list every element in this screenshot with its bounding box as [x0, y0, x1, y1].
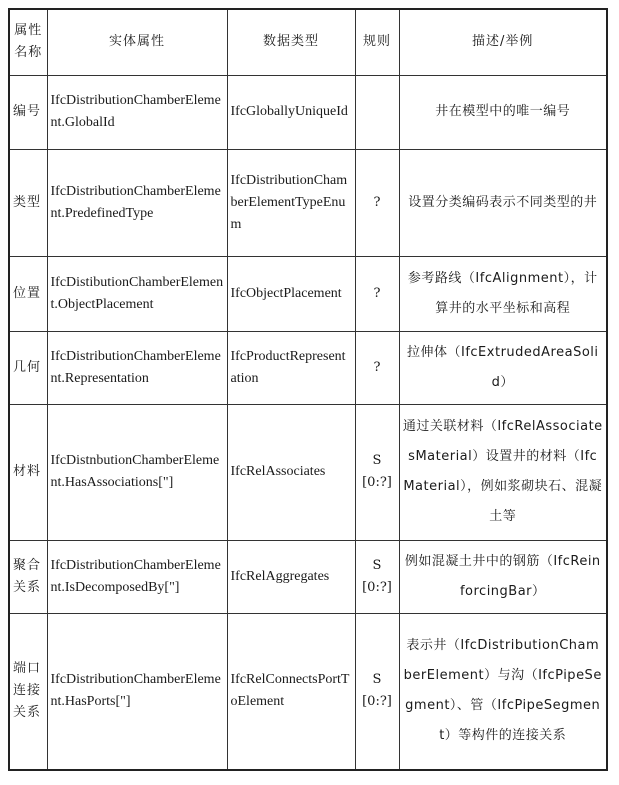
- cell-name: 类型: [9, 149, 47, 256]
- table-row: [9, 540, 607, 613]
- cell-rule: [355, 75, 399, 149]
- cell-type: IfcProductRepresentation: [227, 331, 355, 404]
- cell-attribute: IfcDistributionChamberElement.GlobalId: [47, 75, 227, 149]
- cell-rule: ?: [355, 331, 399, 404]
- table-row: [9, 613, 607, 770]
- cell-type: IfcRelAggregates: [227, 540, 355, 613]
- table-row: [9, 75, 607, 149]
- cell-description: 通过关联材料（IfcRelAssociatesMaterial）设置井的材料（IfcMaterial），例如浆砌块石、混凝土等: [399, 404, 607, 540]
- cell-name: 编号: [9, 75, 47, 149]
- cell-rule: S[0:?]: [355, 540, 399, 613]
- header-name: 属性名称: [9, 9, 47, 75]
- cell-type: IfcDistributionChamberElementTypeEnum: [227, 149, 355, 256]
- cell-attribute: IfcDistibutionChamberElement.ObjectPlacement: [47, 256, 227, 331]
- cell-rule: S[0:?]: [355, 404, 399, 540]
- cell-type: IfcGloballyUniqueId: [227, 75, 355, 149]
- cell-description: 井在模型中的唯一编号: [399, 75, 607, 149]
- table-row: [9, 404, 607, 540]
- cell-name: 几何: [9, 331, 47, 404]
- cell-description: 参考路线（IfcAlignment），计算井的水平坐标和高程: [399, 256, 607, 331]
- header-row: [9, 9, 607, 75]
- table-row: [9, 331, 607, 404]
- cell-attribute: IfcDistributionChamberElement.Representation: [47, 331, 227, 404]
- header-rule: 规则: [355, 9, 399, 75]
- cell-rule: S[0:?]: [355, 613, 399, 770]
- cell-attribute: IfcDistributionChamberElement.IsDecomposedBy["]: [47, 540, 227, 613]
- cell-description: 例如混凝土井中的钢筋（IfcReinforcingBar）: [399, 540, 607, 613]
- cell-description: 拉伸体（IfcExtrudedAreaSolid）: [399, 331, 607, 404]
- header-type: 数据类型: [227, 9, 355, 75]
- attribute-table: [8, 8, 608, 771]
- cell-attribute: IfcDistributionChamberElement.PredefinedType: [47, 149, 227, 256]
- cell-name: 端口连接关系: [9, 613, 47, 770]
- cell-name: 位置: [9, 256, 47, 331]
- table-row: [9, 256, 607, 331]
- cell-type: IfcRelAssociates: [227, 404, 355, 540]
- header-attribute: 实体属性: [47, 9, 227, 75]
- cell-attribute: IfcDistributionChamberElement.HasPorts["]: [47, 613, 227, 770]
- cell-rule: ?: [355, 149, 399, 256]
- cell-name: 材料: [9, 404, 47, 540]
- cell-description: 设置分类编码表示不同类型的井: [399, 149, 607, 256]
- cell-rule: ?: [355, 256, 399, 331]
- cell-description: 表示井（IfcDistributionChamberElement）与沟（IfcPipeSegment）、管（IfcPipeSegment）等构件的连接关系: [399, 613, 607, 770]
- header-description: 描述/举例: [399, 9, 607, 75]
- table-row: [9, 149, 607, 256]
- cell-type: IfcRelConnectsPortToElement: [227, 613, 355, 770]
- cell-type: IfcObjectPlacement: [227, 256, 355, 331]
- cell-name: 聚合关系: [9, 540, 47, 613]
- cell-attribute: IfcDistnbutionChamberElement.HasAssociations["]: [47, 404, 227, 540]
